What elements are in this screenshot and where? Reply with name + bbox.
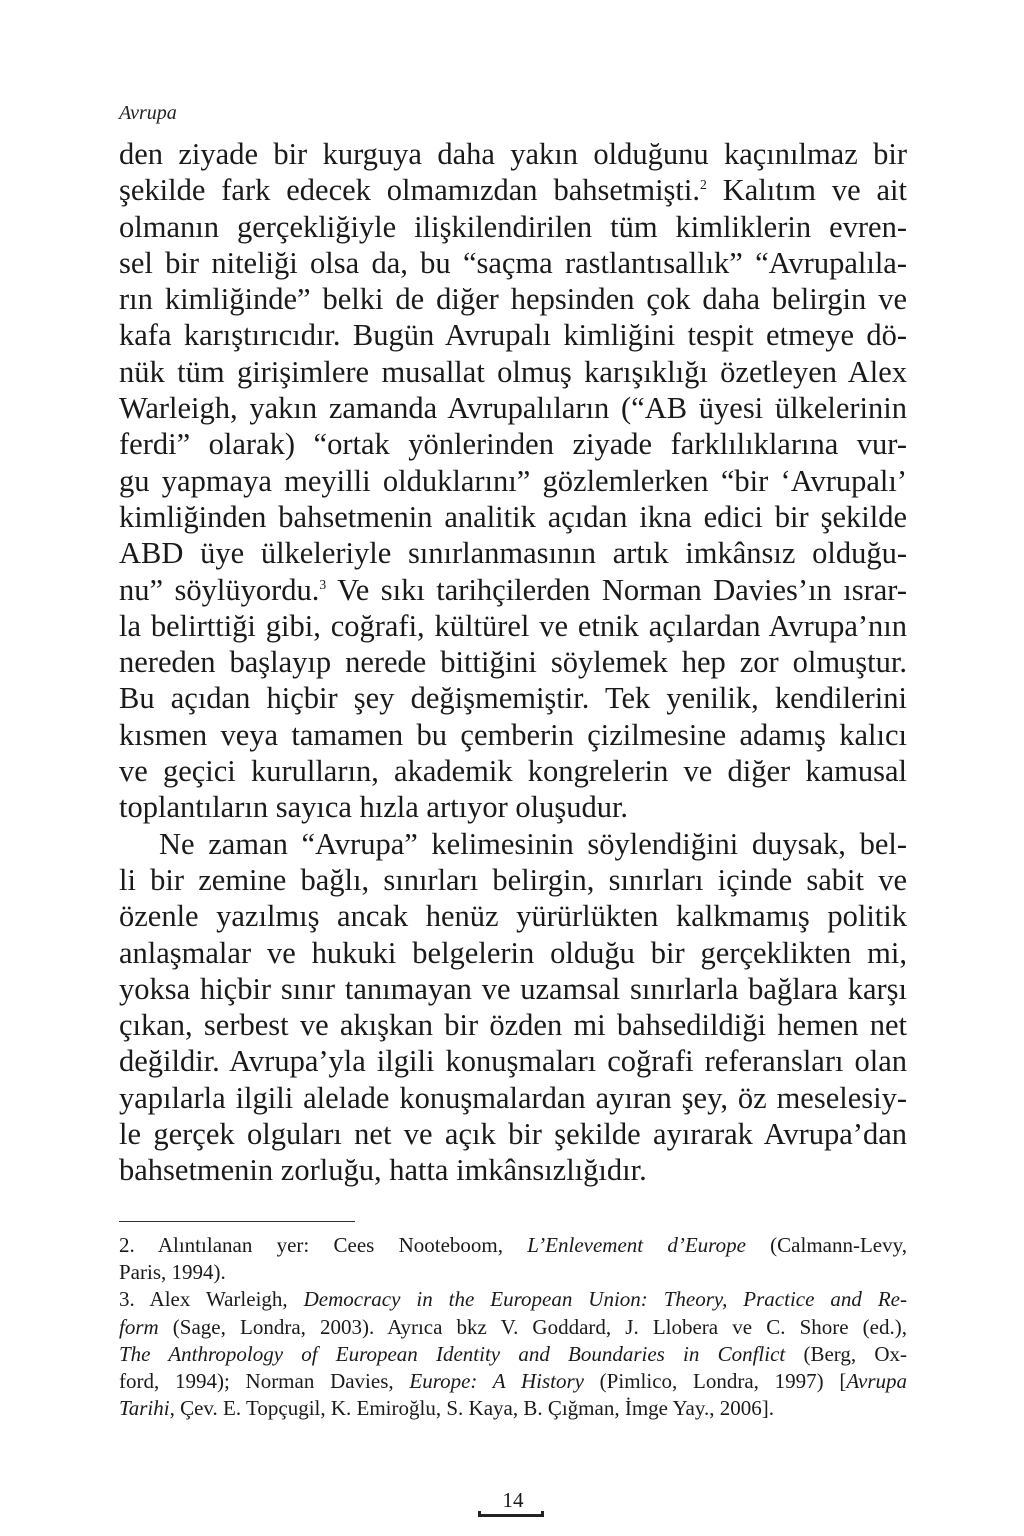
text-line [119,136,907,172]
line-text: la belirttiği gibi, coğrafi, kültürel ve etnik açılardan Avrupa’nın [119,608,907,643]
line-text: kısmen veya tamamen bu çemberin çizilmesine adamış kalıcı [119,717,907,752]
text-line [119,971,907,1007]
footnote-text: (Calmann-Levy, [745,1233,908,1257]
footnote-line [119,1395,907,1422]
text-line [119,1043,907,1079]
line-text: Bu açıdan hiçbir şey değişmemiştir. Tek yenilik, kendilerini [119,681,907,716]
line-text: Ve sıkı tarihçilerden Norman Davies’ın ısrar- [326,572,907,607]
line-text: Kalıtım ve ait [706,173,907,208]
running-head: Avrupa [119,102,177,124]
text-line [119,789,907,825]
text-line [119,680,907,716]
footnote-text: , Çev. E. Topçugil, K. Emiroğlu, S. Kaya, B. Çığman, İmge Yay., 2006]. [169,1396,774,1421]
line-text: yapılarla ilgili alelade konuşmalardan ayıran şey, öz meselesiy- [119,1080,907,1115]
text-line [119,644,907,680]
text-line [119,1116,907,1152]
footnote-reference: 3 [319,576,327,592]
line-text: değildir. Avrupa’yla ilgili konuşmaları coğrafi referansları olan [119,1044,907,1079]
line-text: Ne zaman “Avrupa” kelimesinin söylendiğini duysak, bel- [159,826,907,861]
footnote-line [119,1341,907,1368]
text-line [119,1152,907,1188]
footnote-text: Paris, 1994). [119,1260,226,1285]
text-line [119,463,907,499]
line-text: den ziyade bir kurguya daha yakın olduğunu kaçınılmaz bir [119,137,907,171]
line-text: şekilde fark edecek olmamızdan bahsetmişti. [119,173,701,208]
text-line [119,245,907,281]
line-text: özenle yazılmış ancak henüz yürürlükten kalkmamış politik [119,899,907,934]
text-line [119,753,907,789]
text-line [119,426,907,462]
text-line [119,898,907,934]
text-line [119,354,907,390]
text-line [119,717,907,753]
line-text: rın kimliğinde” belki de diğer hepsinden çok daha belirgin ve [119,282,907,317]
text-line [119,608,907,644]
footnote-separator [119,1221,355,1222]
footnote-text: (Sage, Londra, 2003). Ayrıca bkz V. Goddard, J. Llobera ve C. Shore (ed.), [158,1314,907,1339]
footnote-2 [119,1232,907,1286]
text-line [119,317,907,353]
line-text: toplantıların sayıca hızla artıyor oluşudur. [119,790,629,825]
body-text [119,136,907,1189]
text-line [119,1007,907,1043]
line-text: yoksa hiçbir sınır tanımayan ve uzamsal sınırlarla bağlara karşı [119,971,907,1006]
footnote-text: 3. Alex Warleigh, [119,1287,304,1312]
footnote-line [119,1259,907,1286]
text-line [119,572,907,608]
text-line [119,172,907,208]
text-line [119,390,907,426]
text-line [119,826,907,862]
footnote-text: (Pimlico, Londra, 1997) [ [583,1369,847,1394]
line-text: nük tüm girişimlere musallat olmuş karışıklığı özetleyen Alex [119,354,907,389]
footnote-title: Avrupa [846,1369,908,1394]
line-text: ferdi” olarak) “ortak yönlerinden ziyade farklılıklarına vur- [119,427,907,462]
footnote-line [119,1368,907,1395]
footnote-text: 2. Alıntılanan yer: Cees Nooteboom, [119,1233,528,1257]
footnote-title: Europe: A History [409,1369,584,1394]
text-line [119,209,907,245]
text-line [119,1080,907,1116]
line-text: sel bir niteliği olsa da, bu “saçma rastlantısallık” “Avrupalıla- [119,245,907,280]
footnote-text: (Berg, Ox- [785,1341,907,1366]
line-text: ve geçici kurulların, akademik kongrelerin ve diğer kamusal [119,754,907,789]
page-number-ornament [478,1514,544,1517]
page-number: 14 [502,1488,524,1512]
line-text: ABD üye ülkeleriyle sınırlanmasının artık imkânsız olduğu- [119,536,907,571]
footnote-3 [119,1286,907,1422]
footnote-reference: 2 [700,177,707,193]
footnote-line [119,1314,907,1341]
line-text: kafa karıştırıcıdır. Bugün Avrupalı kimliğini tespit etmeye dö- [119,318,907,353]
text-line [119,281,907,317]
text-line [119,499,907,535]
footnote-title: The Anthropology of European Identity and Boundaries in Conflict [119,1341,786,1366]
line-text: anlaşmalar ve hukuki belgelerin olduğu bir gerçeklikten mi, [119,935,907,970]
footnote-title: L’Enlevement d’Europe [527,1233,746,1257]
line-text: kimliğinden bahsetmenin analitik açıdan ikna edici bir şekilde [119,499,907,534]
line-text: çıkan, serbest ve akışkan bir özden mi bahsedildiği hemen net [119,1008,907,1043]
footnote-text: ford, 1994); Norman Davies, [119,1369,410,1394]
line-text: nereden başlayıp nerede bittiğini söylemek hep zor olmuştur. [119,645,907,680]
text-line [119,535,907,571]
line-text: li bir zemine bağlı, sınırları belirgin, sınırları içinde sabit ve [119,862,907,897]
footnote-title: form [119,1314,159,1339]
footnote-title: Tarihi [119,1396,170,1421]
line-text: Warleigh, yakın zamanda Avrupalıların (“AB üyesi ülkelerinin [119,391,907,426]
text-line [119,935,907,971]
footnotes [119,1232,907,1422]
footnote-line [119,1286,907,1313]
line-text: nu” söylüyordu. [119,572,320,607]
line-text: olmanın gerçekliğiyle ilişkilendirilen tüm kimliklerin evren- [119,209,907,244]
line-text: bahsetmenin zorluğu, hatta imkânsızlığıdır. [119,1153,647,1188]
footnote-title: Democracy in the European Union: Theory, Practice and Re- [303,1287,907,1312]
line-text: le gerçek olguları net ve açık bir şekilde ayırarak Avrupa’dan [119,1117,907,1152]
footnote-line [119,1232,907,1259]
line-text: gu yapmaya meyilli olduklarını” gözlemlerken “bir ‘Avrupalı’ [119,463,907,498]
text-line [119,862,907,898]
